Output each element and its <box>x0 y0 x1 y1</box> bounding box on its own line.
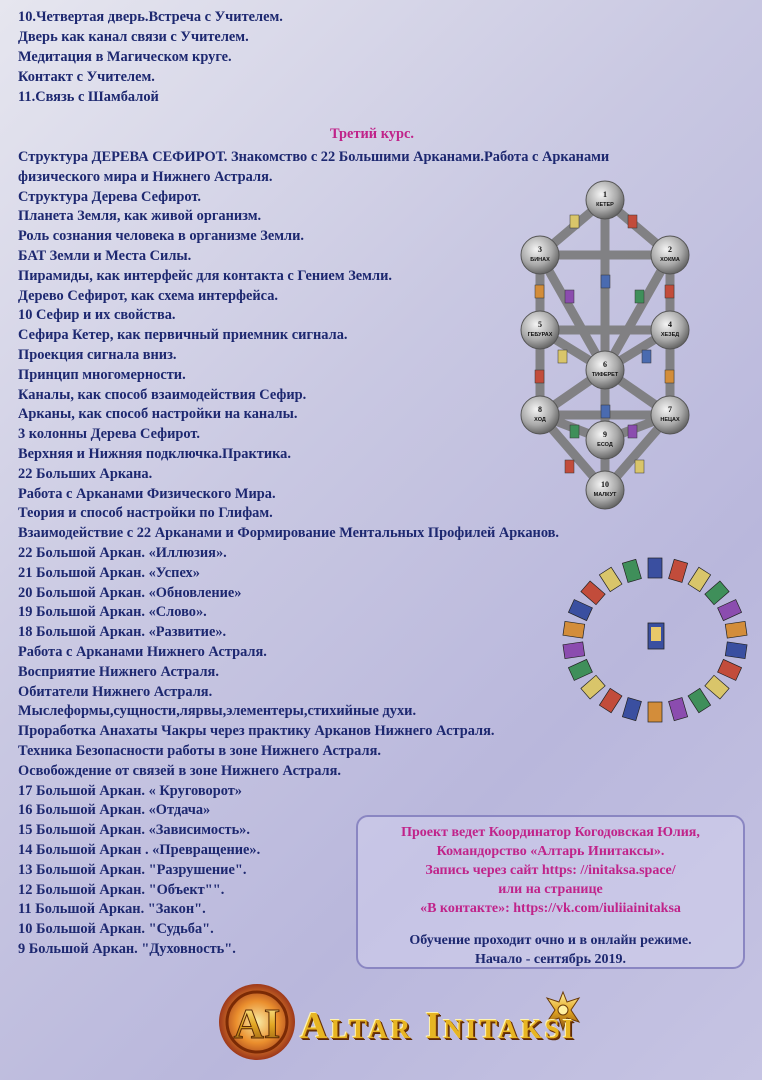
text-line: 9 Большой Аркан. "Духовность". <box>18 941 236 957</box>
text-line: Планета Земля, как живой организм. <box>18 208 262 225</box>
tarot-card <box>725 642 747 659</box>
sephira-number: 3 <box>538 245 542 254</box>
text-line: 14 Большой Аркан . «Превращение». <box>18 842 261 858</box>
sephira-node <box>521 236 559 274</box>
sephira-name: ТИФЕРЕТ <box>591 372 619 378</box>
text-line: Сефира Кетер, как первичный приемник сигнала. <box>18 327 348 344</box>
sephira-name: МАЛКУТ <box>593 492 617 498</box>
text-line: Восприятие Нижнего Астраля. <box>18 663 219 680</box>
text-line: 22 Большой Аркан. «Иллюзия». <box>18 545 227 561</box>
sephira-name: ХЕЗЕД <box>660 332 680 338</box>
tarot-card <box>581 581 605 605</box>
sephira-number: 5 <box>538 320 542 329</box>
text-line: 20 Большой Аркан. «Обновление» <box>18 584 242 601</box>
tarot-card <box>599 567 622 591</box>
info-or: или на странице <box>498 882 603 897</box>
text-line: 11 Большой Аркан. "Закон". <box>18 901 206 918</box>
text-line: 21 Большой Аркан. «Успех» <box>18 564 200 581</box>
tarot-card <box>581 675 605 699</box>
text-line: Роль сознания человека в организме Земли. <box>18 228 304 245</box>
tarot-card <box>705 581 729 605</box>
tarot-card <box>563 642 585 659</box>
sephira-number: 10 <box>601 480 609 489</box>
text-line: физического мира и Нижнего Астраля. <box>18 168 273 185</box>
text-line: Обитатели Нижнего Астраля. <box>18 683 213 700</box>
tarot-card <box>718 659 742 680</box>
text-line: Дверь как канал связи с Учителем. <box>18 29 249 45</box>
logo-text: Altar Initaksi <box>300 1005 577 1047</box>
info-format: Обучение проходит очно и в онлайн режиме. <box>409 933 692 948</box>
text-line: Теория и способ настройки по Глифам. <box>18 505 273 522</box>
sephira-name: НЕЦАХ <box>660 417 680 423</box>
text-line: Техника Безопасности работы в зоне Нижнего Астраля. <box>18 743 381 759</box>
info-start: Начало - сентябрь 2019. <box>475 952 626 967</box>
text-line: Работа с Арканами Нижнего Астраля. <box>18 644 267 660</box>
tarot-card <box>648 558 662 578</box>
text-line: 17 Большой Аркан. « Круговорот» <box>18 782 242 799</box>
sephira-number: 1 <box>603 190 607 199</box>
text-line: БАТ Земли и Места Силы. <box>18 248 192 264</box>
info-vk-link[interactable]: «В контакте»: https://vk.com/iuliiainitaksa <box>420 901 681 916</box>
sephirot-tree-diagram <box>510 180 700 510</box>
text-line: 10 Сефир и их свойства. <box>18 307 176 324</box>
text-line: Принцип многомерности. <box>18 366 186 383</box>
text-line: 11.Связь с Шамбалой <box>18 89 159 105</box>
text-line: Арканы, как способ настройки на каналы. <box>18 406 298 423</box>
text-line: Дерево Сефирот, как схема интерфейса. <box>18 287 279 304</box>
tarot-card <box>669 698 688 721</box>
text-line: Контакт с Учителем. <box>18 69 155 85</box>
sephira-node <box>521 311 559 349</box>
tarot-card <box>669 559 688 582</box>
sephira-number: 4 <box>668 320 672 329</box>
tarot-card <box>688 567 711 591</box>
center-card-picture <box>651 627 661 641</box>
course-title: Третий курс. <box>330 126 414 142</box>
sephira-number: 7 <box>668 405 672 414</box>
text-line: Освобождение от связей в зоне Нижнего Астраля. <box>18 762 342 779</box>
sephira-number: 2 <box>668 245 672 254</box>
text-line: Пирамиды, как интерфейс для контакта с Гением Земли. <box>18 267 392 284</box>
sephira-name: КЕТЕР <box>596 202 614 208</box>
text-line: Взаимодействие с 22 Арканами и Формирование Ментальных Профилей Арканов. <box>18 525 560 542</box>
sephira-number: 6 <box>603 360 607 369</box>
sephira-node <box>651 396 689 434</box>
info-coordinator: Проект ведет Координатор Когодовская Юлия, <box>401 825 700 840</box>
tarot-card <box>688 688 711 712</box>
tarot-card <box>568 659 592 680</box>
tarot-card <box>622 698 641 721</box>
text-line: Проработка Анахаты Чакры через практику Арканов Нижнего Астраля. <box>18 723 495 740</box>
sephira-node <box>651 236 689 274</box>
text-line: 18 Большой Аркан. «Развитие». <box>18 624 227 641</box>
sephira-node <box>586 471 624 509</box>
sephira-number: 9 <box>603 430 607 439</box>
text-line: 10.Четвертая дверь.Встреча с Учителем. <box>18 9 283 25</box>
tarot-card <box>622 559 641 582</box>
fire-emblem-icon <box>219 984 295 1060</box>
text-line: 19 Большой Аркан. «Слово». <box>18 604 207 621</box>
text-line: 13 Большой Аркан. "Разрушение". <box>18 861 247 878</box>
sephira-number: 8 <box>538 405 542 414</box>
tarot-card <box>599 688 622 712</box>
sephira-name: ХОКМА <box>660 257 680 263</box>
text-line: 15 Большой Аркан. «Зависимость». <box>18 822 250 839</box>
sephira-name: БИНАХ <box>530 257 550 263</box>
text-line: Проекция сигнала вниз. <box>18 347 177 363</box>
text-line: 22 Больших Аркана. <box>18 465 153 482</box>
tarot-card <box>718 600 742 621</box>
tarot-card <box>725 621 747 638</box>
text-line: 16 Большой Аркан. «Отдача» <box>18 802 211 819</box>
text-line: Структура ДЕРЕВА СЕФИРОТ. Знакомство с 22 Большими Арканами.Работа с Арканами <box>18 149 610 165</box>
text-line: Мыслеформы,сущности,лярвы,элементеры,стихийные духи. <box>18 703 417 720</box>
text-line: 12 Большой Аркан. "Объект"". <box>18 881 225 898</box>
text-line: Каналы, как способ взаимодействия Сефир. <box>18 386 307 403</box>
sephira-node <box>586 351 624 389</box>
text-line: Медитация в Магическом круге. <box>18 49 232 65</box>
sephira-node <box>651 311 689 349</box>
tarot-card <box>568 600 592 621</box>
tarot-card-circle <box>555 545 755 745</box>
text-line: Верхняя и Нижняя подключка.Практика. <box>18 446 291 462</box>
emblem-letters: AI <box>233 1002 281 1048</box>
info-command: Командорство «Алтарь Инитаксы». <box>436 844 665 859</box>
sephira-node <box>586 421 624 459</box>
text-line: 10 Большой Аркан. "Судьба". <box>18 921 214 938</box>
text-line: Структура Дерева Сефирот. <box>18 188 202 205</box>
sephira-name: ЕСОД <box>597 442 613 448</box>
sephira-node <box>521 396 559 434</box>
info-site: Запись через сайт https: //initaksa.space/ <box>425 863 676 878</box>
tarot-card <box>563 621 585 638</box>
text-line: Работа с Арканами Физического Мира. <box>18 485 276 502</box>
sephira-name: ГЕБУРАХ <box>527 332 553 338</box>
sephira-node <box>586 181 624 219</box>
tarot-card <box>648 702 662 722</box>
sephira-name: ХОД <box>534 417 546 423</box>
text-line: 3 колонны Дерева Сефирот. <box>18 426 200 443</box>
info-box <box>356 815 745 969</box>
tarot-card <box>705 675 729 699</box>
